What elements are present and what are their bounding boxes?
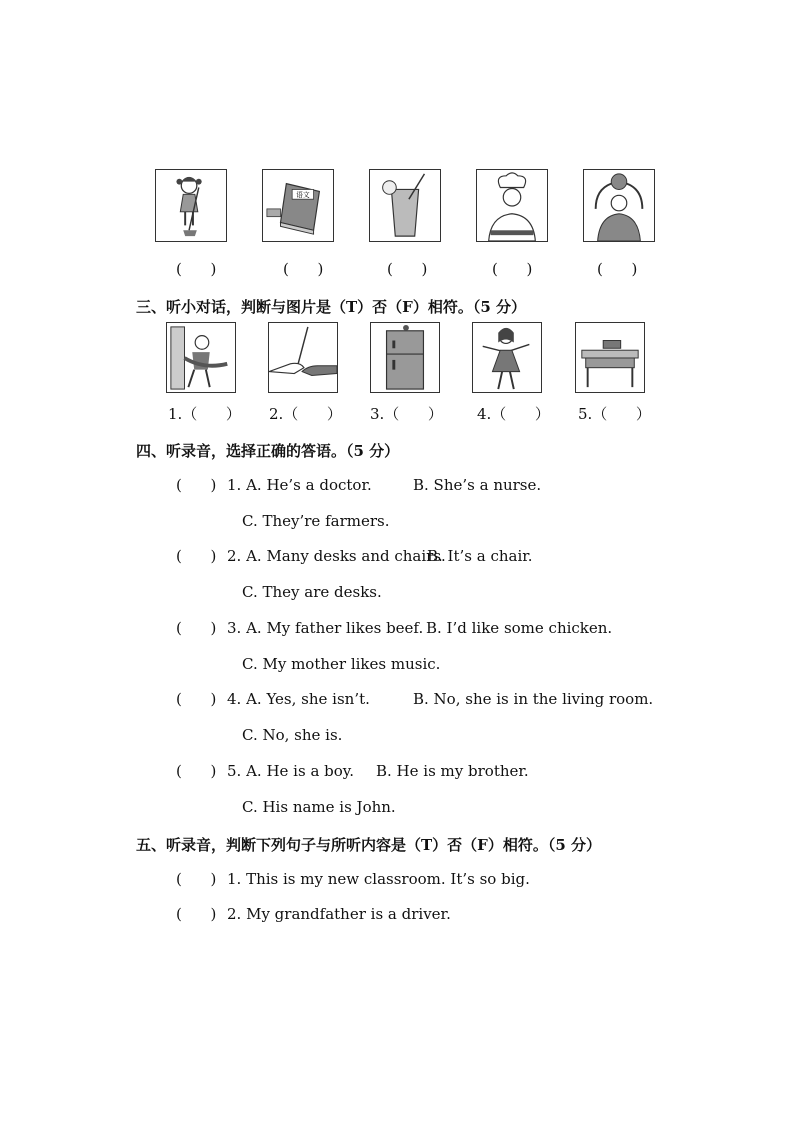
option-a: 2. A. Many desks and chairs. (227, 547, 446, 565)
statement: 2. My grandfather is a driver. (227, 905, 451, 923)
option-b: B. I’d like some chicken. (426, 619, 613, 637)
option-c: C. They’re farmers. (242, 512, 390, 530)
answer-label[interactable]: 2.（ ） (269, 405, 342, 423)
answer-label[interactable]: 1.（ ） (168, 405, 241, 423)
picture-basketball (583, 169, 655, 242)
picture-chinese-book (262, 169, 334, 242)
option-a: 5. A. He is a boy. (227, 762, 355, 780)
option-c: C. My mother likes music. (242, 655, 441, 673)
picture-juice (369, 169, 441, 242)
boy-door-icon (167, 323, 235, 392)
answer-paren[interactable]: ( ) (176, 260, 217, 278)
answer-label[interactable]: 3.（ ） (370, 405, 443, 423)
option-c: C. They are desks. (242, 583, 382, 601)
option-b: B. No, she is in the living room. (413, 690, 654, 708)
picture-fridge (370, 322, 440, 393)
picture-chef (476, 169, 548, 242)
section4-heading: 四、听录音，选择正确的答语。（5 分） (136, 442, 400, 460)
picture-girl-sweeping (155, 169, 227, 242)
answer-paren[interactable]: ( ) (387, 260, 428, 278)
fridge-icon (371, 323, 439, 392)
option-c: C. No, she is. (242, 726, 343, 744)
answer-paren[interactable]: ( ) (176, 870, 217, 888)
answer-paren[interactable]: ( ) (492, 260, 533, 278)
option-b: B. It’s a chair. (427, 547, 533, 565)
chef-icon (477, 170, 547, 241)
option-a: 4. A. Yes, she isn’t. (227, 690, 370, 708)
juice-glass-icon (370, 170, 440, 241)
answer-label[interactable]: 4.（ ） (477, 405, 550, 423)
answer-paren[interactable]: ( ) (176, 476, 217, 494)
option-a: 3. A. My father likes beef. (227, 619, 424, 637)
option-b: B. He is my brother. (376, 762, 529, 780)
desk-book-icon (576, 323, 644, 392)
answer-paren[interactable]: ( ) (283, 260, 324, 278)
option-b: B. She’s a nurse. (413, 476, 542, 494)
answer-paren[interactable]: ( ) (176, 762, 217, 780)
answer-paren[interactable]: ( ) (176, 547, 217, 565)
option-c: C. His name is John. (242, 798, 396, 816)
section5-heading: 五、听录音，判断下列句子与所听内容是（T）否（F）相符。（5 分） (136, 836, 601, 854)
statement: 1. This is my new classroom. It’s so big. (227, 870, 530, 888)
dancing-girl-icon (473, 323, 541, 392)
option-a: 1. A. He’s a doctor. (227, 476, 372, 494)
picture-desk-book (575, 322, 645, 393)
answer-paren[interactable]: ( ) (597, 260, 638, 278)
handshake-icon (269, 323, 337, 392)
answer-label[interactable]: 5.（ ） (578, 405, 651, 423)
answer-paren[interactable]: ( ) (176, 619, 217, 637)
svg-text:语文: 语文 (296, 191, 310, 200)
picture-boy-door (166, 322, 236, 393)
man-basketball-icon (584, 170, 654, 241)
picture-dancing-girl (472, 322, 542, 393)
answer-paren[interactable]: ( ) (176, 905, 217, 923)
picture-handshake (268, 322, 338, 393)
answer-paren[interactable]: ( ) (176, 690, 217, 708)
section3-heading: 三、听小对话，判断与图片是（T）否（F）相符。（5 分） (136, 298, 526, 316)
girl-sweeping-icon (156, 170, 226, 241)
chinese-book-eraser-icon (263, 170, 333, 241)
